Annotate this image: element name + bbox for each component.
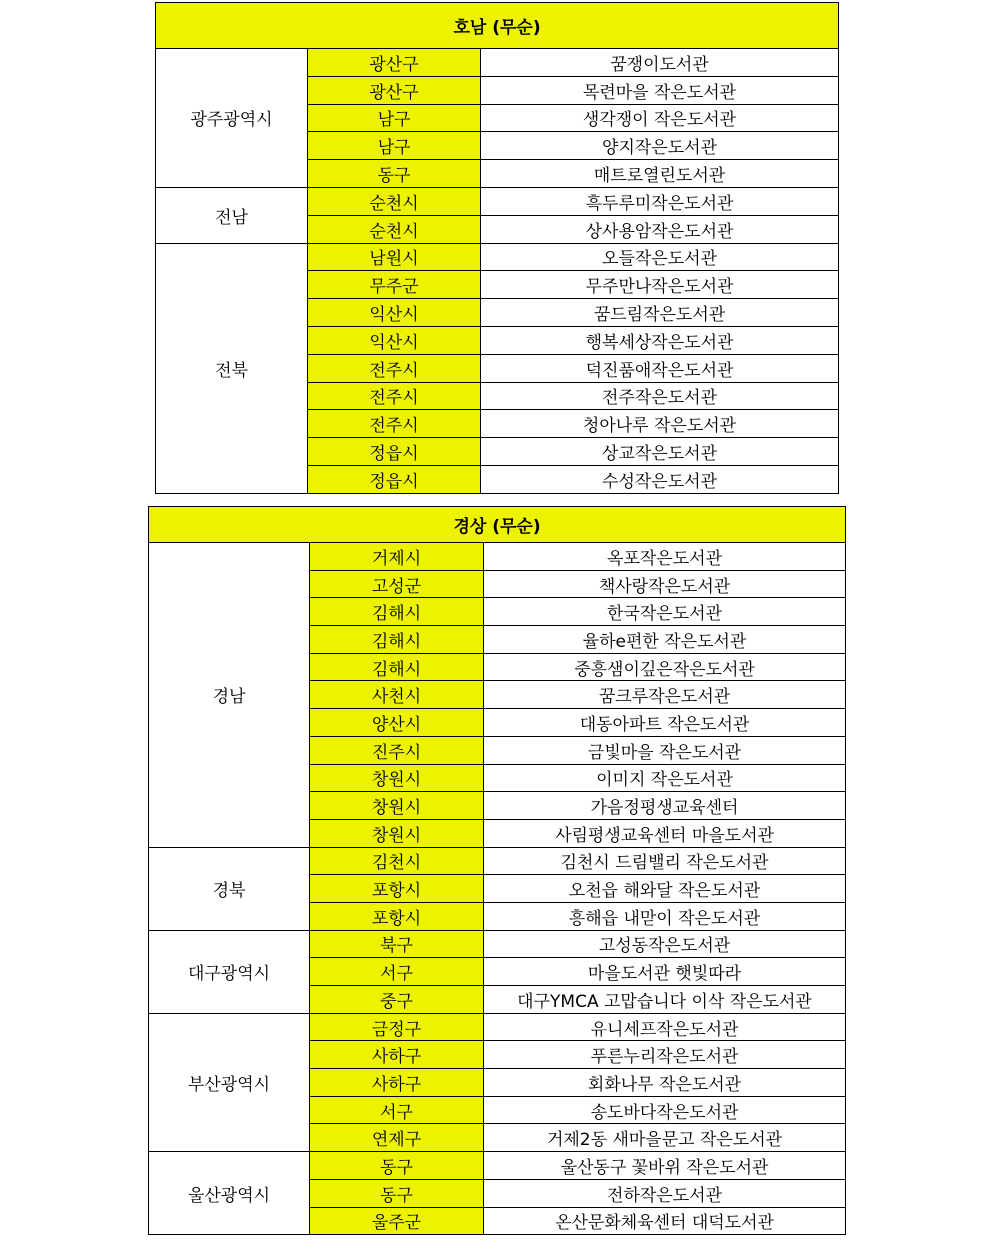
library-name-cell: 중흥샘이깊은작은도서관 (484, 653, 846, 681)
library-name-cell: 매트로열린도서관 (481, 160, 839, 188)
district-cell: 울주군 (310, 1207, 484, 1235)
region-cell: 경남 (149, 543, 310, 848)
library-name-cell: 상사용암작은도서관 (481, 215, 839, 243)
library-name-cell: 송도바다작은도서관 (484, 1096, 846, 1124)
library-name-cell: 양지작은도서관 (481, 132, 839, 160)
library-name-cell: 온산문화체육센터 대덕도서관 (484, 1207, 846, 1235)
table-row (149, 1152, 846, 1180)
district-cell: 사천시 (310, 681, 484, 709)
library-name-cell: 울산동구 꽃바위 작은도서관 (484, 1152, 846, 1180)
library-name-cell: 회화나무 작은도서관 (484, 1069, 846, 1097)
district-cell: 고성군 (310, 570, 484, 598)
library-name-cell: 덕진품애작은도서관 (481, 354, 839, 382)
district-cell: 김천시 (310, 847, 484, 875)
district-cell: 동구 (310, 1152, 484, 1180)
library-name-cell: 대동아파트 작은도서관 (484, 709, 846, 737)
table-row (156, 187, 839, 215)
district-cell: 창원시 (310, 792, 484, 820)
region-cell: 전북 (156, 243, 308, 493)
district-cell: 김해시 (310, 598, 484, 626)
library-name-cell: 행복세상작은도서관 (481, 326, 839, 354)
table-row (149, 847, 846, 875)
library-name-cell: 유니세프작은도서관 (484, 1013, 846, 1041)
district-cell: 무주군 (308, 271, 481, 299)
district-cell: 광산구 (308, 76, 481, 104)
table-header-row (149, 507, 846, 543)
district-cell: 전주시 (308, 410, 481, 438)
library-name-cell: 김천시 드림밸리 작은도서관 (484, 847, 846, 875)
library-name-cell: 율하e편한 작은도서관 (484, 626, 846, 654)
honam-library-table (155, 2, 839, 494)
region-cell: 경북 (149, 847, 310, 930)
district-cell: 정읍시 (308, 465, 481, 493)
library-name-cell: 꿈크루작은도서관 (484, 681, 846, 709)
district-cell: 연제구 (310, 1124, 484, 1152)
district-cell: 전주시 (308, 382, 481, 410)
district-cell: 서구 (310, 1096, 484, 1124)
district-cell: 양산시 (310, 709, 484, 737)
region-cell: 울산광역시 (149, 1152, 310, 1235)
table-row (156, 49, 839, 77)
library-name-cell: 마을도서관 햇빛따라 (484, 958, 846, 986)
region-cell: 광주광역시 (156, 49, 308, 188)
library-name-cell: 이미지 작은도서관 (484, 764, 846, 792)
district-cell: 사하구 (310, 1069, 484, 1097)
district-cell: 거제시 (310, 543, 484, 571)
library-name-cell: 한국작은도서관 (484, 598, 846, 626)
table-row (149, 930, 846, 958)
table-row (149, 1013, 846, 1041)
district-cell: 북구 (310, 930, 484, 958)
table-title: 경상 (무순) (149, 507, 846, 543)
district-cell: 포항시 (310, 875, 484, 903)
library-name-cell: 고성동작은도서관 (484, 930, 846, 958)
district-cell: 김해시 (310, 626, 484, 654)
library-name-cell: 목련마을 작은도서관 (481, 76, 839, 104)
district-cell: 중구 (310, 986, 484, 1014)
district-cell: 창원시 (310, 764, 484, 792)
district-cell: 사하구 (310, 1041, 484, 1069)
district-cell: 광산구 (308, 49, 481, 77)
district-cell: 순천시 (308, 187, 481, 215)
district-cell: 김해시 (310, 653, 484, 681)
table-row (149, 543, 846, 571)
district-cell: 익산시 (308, 299, 481, 327)
table-row (156, 243, 839, 271)
district-cell: 서구 (310, 958, 484, 986)
library-name-cell: 흥해읍 내맏이 작은도서관 (484, 902, 846, 930)
library-name-cell: 청아나루 작은도서관 (481, 410, 839, 438)
library-name-cell: 꿈쟁이도서관 (481, 49, 839, 77)
district-cell: 남구 (308, 104, 481, 132)
district-cell: 순천시 (308, 215, 481, 243)
district-cell: 포항시 (310, 902, 484, 930)
table-title: 호남 (무순) (156, 3, 839, 49)
library-name-cell: 흑두루미작은도서관 (481, 187, 839, 215)
library-name-cell: 금빛마을 작은도서관 (484, 736, 846, 764)
district-cell: 남원시 (308, 243, 481, 271)
library-name-cell: 옥포작은도서관 (484, 543, 846, 571)
district-cell: 진주시 (310, 736, 484, 764)
library-name-cell: 상교작은도서관 (481, 438, 839, 466)
library-name-cell: 거제2동 새마을문고 작은도서관 (484, 1124, 846, 1152)
gyeongsang-library-table (148, 506, 846, 1235)
library-name-cell: 사림평생교육센터 마을도서관 (484, 819, 846, 847)
library-name-cell: 책사랑작은도서관 (484, 570, 846, 598)
library-name-cell: 푸른누리작은도서관 (484, 1041, 846, 1069)
table-header-row (156, 3, 839, 49)
district-cell: 전주시 (308, 354, 481, 382)
library-name-cell: 생각쟁이 작은도서관 (481, 104, 839, 132)
district-cell: 익산시 (308, 326, 481, 354)
district-cell: 창원시 (310, 819, 484, 847)
region-cell: 대구광역시 (149, 930, 310, 1013)
library-name-cell: 가음정평생교육센터 (484, 792, 846, 820)
library-name-cell: 전주작은도서관 (481, 382, 839, 410)
library-name-cell: 오들작은도서관 (481, 243, 839, 271)
region-cell: 전남 (156, 187, 308, 243)
library-name-cell: 꿈드림작은도서관 (481, 299, 839, 327)
library-name-cell: 무주만나작은도서관 (481, 271, 839, 299)
district-cell: 동구 (308, 160, 481, 188)
region-cell: 부산광역시 (149, 1013, 310, 1151)
district-cell: 정읍시 (308, 438, 481, 466)
district-cell: 금정구 (310, 1013, 484, 1041)
district-cell: 남구 (308, 132, 481, 160)
library-name-cell: 오천읍 해와달 작은도서관 (484, 875, 846, 903)
district-cell: 동구 (310, 1179, 484, 1207)
library-name-cell: 수성작은도서관 (481, 465, 839, 493)
library-name-cell: 대구YMCA 고맙습니다 이삭 작은도서관 (484, 986, 846, 1014)
library-name-cell: 전하작은도서관 (484, 1179, 846, 1207)
